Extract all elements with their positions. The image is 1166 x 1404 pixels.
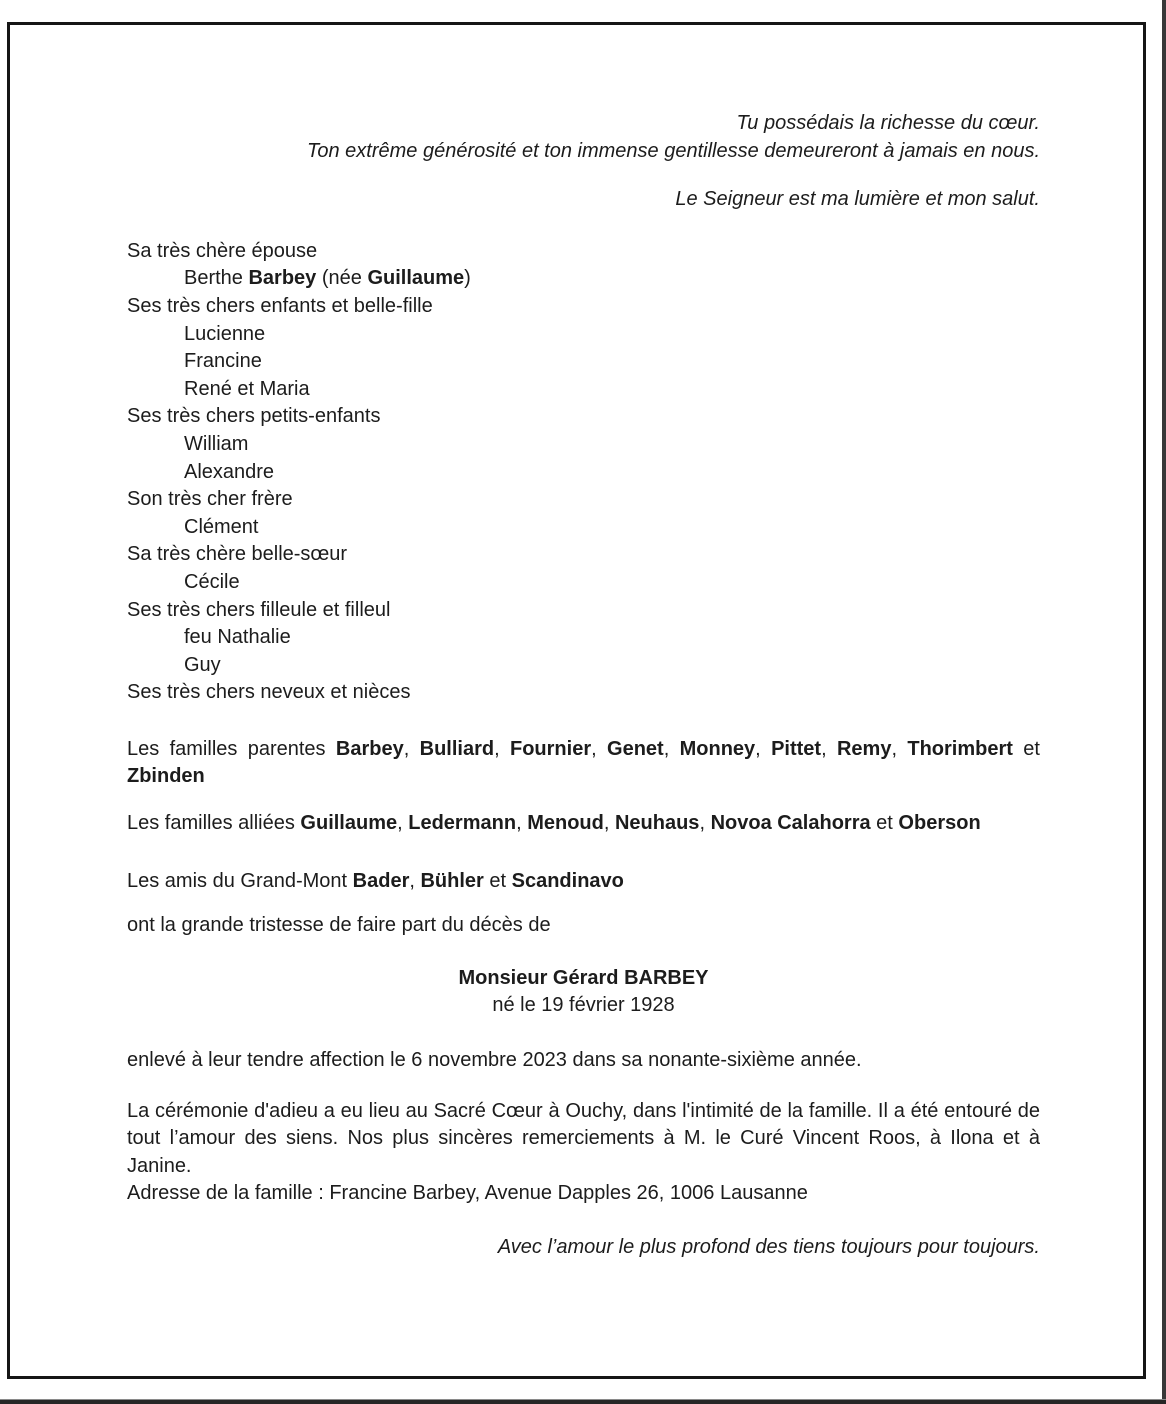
surname-bold: Remy	[836, 737, 892, 760]
text-segment: Guy	[184, 653, 221, 676]
surname-bold: Barbey	[335, 737, 404, 760]
text-segment: ,	[891, 737, 908, 760]
family-list-line	[127, 459, 1040, 487]
text-segment: et	[1012, 737, 1040, 760]
deceased-name: Monsieur Gérard BARBEY	[458, 966, 709, 989]
surname-bold: Monney	[679, 737, 756, 760]
ceremony-paragraph: La cérémonie d'adieu a eu lieu au Sacré Cœur à Ouchy, dans l'intimité de la famille. Il a été entouré de tout l’amour des siens. Nos plus sincères remerciements à M. le Curé Vincent Roos, à Ilona et à Janine.	[127, 1099, 1040, 1177]
obituary-content	[10, 25, 1143, 1262]
text-segment: ,	[397, 812, 409, 835]
page-edge-right	[1162, 0, 1166, 1404]
text-segment: Les familles parentes	[127, 737, 336, 760]
text-segment: Sa très chère épouse	[127, 239, 318, 262]
text-segment: Alexandre	[184, 460, 275, 483]
text-segment: Cécile	[184, 570, 240, 593]
text-segment: Les familles alliées	[127, 812, 301, 835]
surname-bold: Zbinden	[127, 765, 205, 788]
text-segment: ,	[403, 737, 420, 760]
family-list-line	[127, 486, 1040, 514]
family-list-line	[127, 431, 1040, 459]
surname-bold: Guillaume	[367, 267, 465, 290]
text-segment: Ses très chers petits-enfants	[127, 405, 381, 428]
text-segment: )	[464, 267, 471, 290]
surname-bold: Barbey	[248, 267, 317, 290]
text-segment: ,	[755, 737, 772, 760]
surname-bold: Bühler	[420, 869, 484, 892]
obituary-card	[7, 22, 1146, 1379]
surname-bold: Ledermann	[408, 812, 517, 835]
family-list-line	[127, 293, 1040, 321]
surname-bold: Novoa Calahorra	[710, 812, 871, 835]
surname-bold: Genet	[607, 737, 664, 760]
family-list-line	[127, 514, 1040, 542]
epigraph-line-2: Ton extrême générosité et ton immense gentillesse demeureront à jamais en nous.	[307, 139, 1040, 162]
family-list-line	[127, 652, 1040, 680]
related-families-paragraph	[127, 736, 1040, 791]
family-address-line: Adresse de la famille : Francine Barbey, Avenue Dapples 26, 1006 Lausanne	[127, 1182, 808, 1205]
surname-bold: Bader	[352, 869, 410, 892]
deceased-block	[127, 965, 1040, 1020]
text-segment: William	[184, 432, 249, 455]
family-list-line	[127, 597, 1040, 625]
family-list-line	[127, 376, 1040, 404]
family-list-line	[127, 679, 1040, 707]
family-list-line	[127, 321, 1040, 349]
surname-bold: Scandinavo	[511, 869, 624, 892]
surname-bold: Neuhaus	[614, 812, 700, 835]
text-segment: Francine	[184, 350, 262, 373]
text-segment: et	[870, 812, 899, 835]
surname-bold: Guillaume	[300, 812, 398, 835]
verse-line: Le Seigneur est ma lumière et mon salut.	[675, 188, 1040, 211]
text-segment: ,	[409, 869, 421, 892]
text-segment: ,	[821, 737, 837, 760]
family-list-line	[127, 624, 1040, 652]
death-notice-line: enlevé à leur tendre affection le 6 novembre 2023 dans sa nonante-sixième année.	[127, 1049, 862, 1072]
family-list-line	[127, 403, 1040, 431]
family-list	[127, 238, 1040, 707]
announcement-line: ont la grande tristesse de faire part du décès de	[127, 914, 551, 937]
text-segment: ,	[663, 737, 680, 760]
allied-families-paragraph	[127, 810, 1040, 838]
surname-bold: Oberson	[898, 812, 981, 835]
family-list-line	[127, 238, 1040, 266]
text-segment: ,	[591, 737, 608, 760]
family-list-line	[127, 265, 1040, 293]
surname-bold: Bulliard	[419, 737, 495, 760]
text-segment: Berthe	[184, 267, 249, 290]
surname-bold: Menoud	[527, 812, 604, 835]
text-segment: ,	[516, 812, 528, 835]
text-segment: René et Maria	[184, 377, 310, 400]
surname-bold: Pittet	[771, 737, 822, 760]
family-list-line	[127, 569, 1040, 597]
friends-paragraph	[127, 868, 1040, 896]
text-segment: ,	[494, 737, 510, 760]
text-segment: ,	[603, 812, 615, 835]
text-segment: (née	[316, 267, 368, 290]
text-segment: Sa très chère belle-sœur	[127, 543, 348, 566]
page-edge-bottom	[0, 1399, 1166, 1404]
text-segment: feu Nathalie	[184, 626, 291, 649]
text-segment: Les amis du Grand-Mont	[127, 869, 353, 892]
text-segment: et	[483, 869, 512, 892]
text-segment: Lucienne	[184, 322, 266, 345]
epigraph-line-1: Tu possédais la richesse du cœur.	[736, 112, 1040, 134]
family-list-line	[127, 541, 1040, 569]
family-list-line	[127, 348, 1040, 376]
text-segment: ,	[699, 812, 711, 835]
text-segment: Ses très chers neveux et nièces	[127, 681, 411, 704]
closing-line: Avec l’amour le plus profond des tiens toujours pour toujours.	[497, 1236, 1040, 1258]
text-segment: Ses très chers filleule et filleul	[127, 598, 391, 621]
text-segment: Son très cher frère	[127, 488, 293, 511]
surname-bold: Thorimbert	[907, 737, 1013, 760]
surname-bold: Fournier	[509, 737, 592, 760]
birth-date-line: né le 19 février 1928	[492, 994, 675, 1017]
text-segment: Clément	[184, 515, 259, 538]
text-segment: Ses très chers enfants et belle-fille	[127, 294, 433, 317]
